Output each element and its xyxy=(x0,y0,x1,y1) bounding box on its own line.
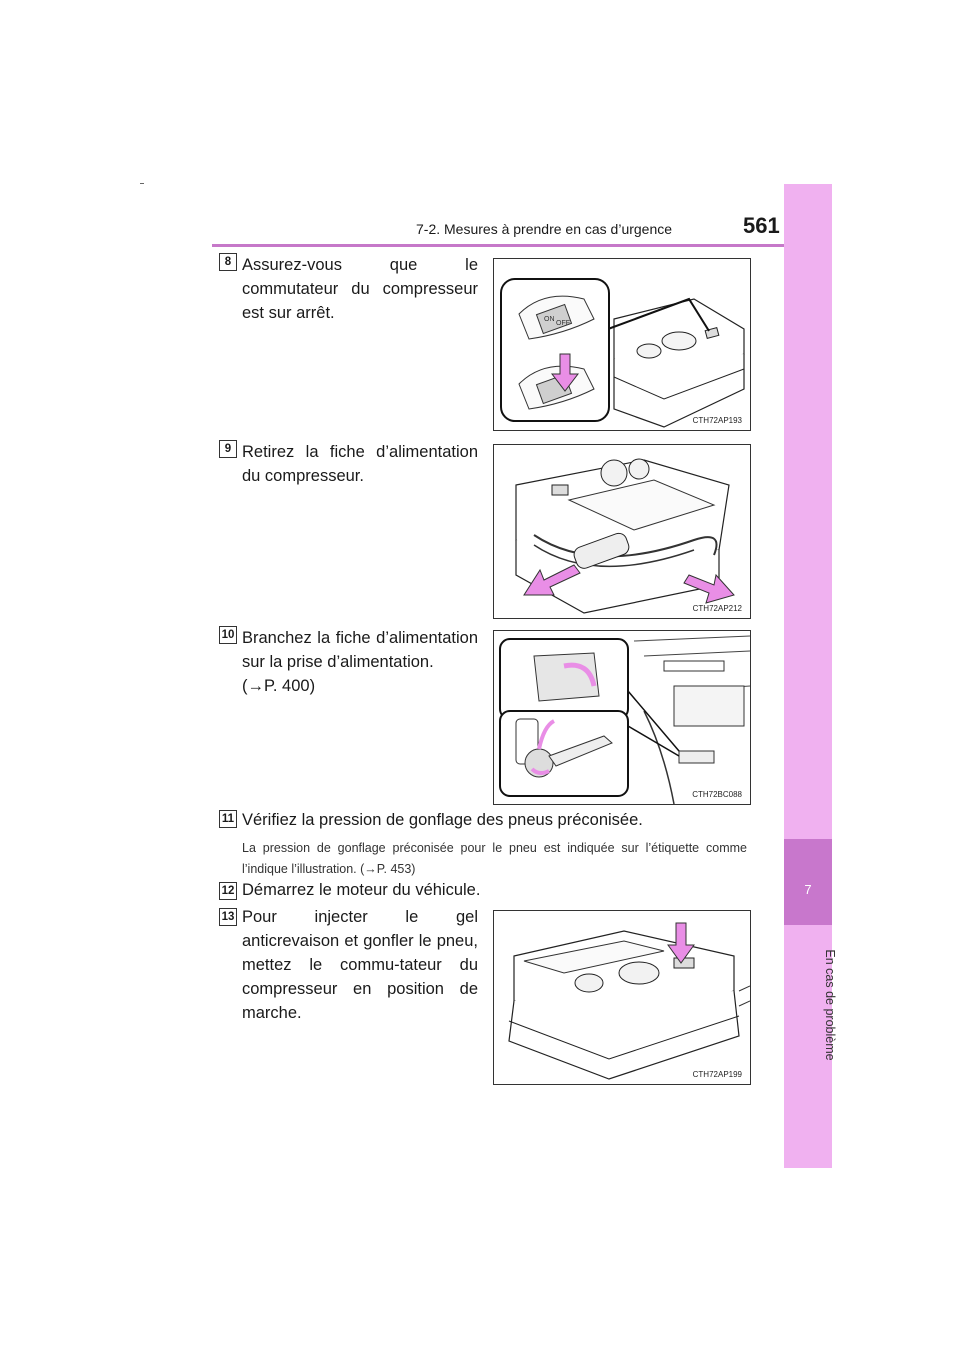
page-number: 561 xyxy=(743,213,780,238)
step-note: La pression de gonflage préconisée pour le pneu est indiquée sur l’étiquette comme l’indique l’illustration. (→P. 453) xyxy=(242,841,747,876)
figure-code: CTH72AP193 xyxy=(692,416,742,425)
figure-unplug-power-cord xyxy=(493,444,751,619)
step-number-badge: 13 xyxy=(219,908,237,926)
step-text: Assurez-vous que le commutateur du compresseur est sur arrêt. xyxy=(242,256,478,322)
chapter-label: En cas de problème xyxy=(823,949,837,1061)
switch-off-label: OFF xyxy=(556,320,570,327)
step-text: Vérifiez la pression de gonflage des pneus préconisée. xyxy=(242,811,643,829)
compressor-cord-illustration xyxy=(494,445,750,618)
figure-plug-power-socket xyxy=(493,630,751,805)
step-number-badge: 9 xyxy=(219,440,237,458)
page-corner-mark xyxy=(140,183,144,184)
figure-compressor-switch-off xyxy=(493,258,751,431)
compressor-switch-illustration xyxy=(494,259,750,430)
step-text: Démarrez le moteur du véhicule. xyxy=(242,881,481,899)
step-number-badge: 10 xyxy=(219,626,237,644)
figure-code: CTH72AP212 xyxy=(692,604,742,613)
step-text: Pour injecter le gel anticrevaison et gonfler le pneu, mettez le commu-tateur du compresseur en position de marche. xyxy=(242,908,478,1022)
step-number-badge: 8 xyxy=(219,253,237,271)
step-number-badge: 11 xyxy=(219,810,237,828)
compressor-on-illustration xyxy=(494,911,750,1084)
step-text: Retirez la fiche d’alimentation du compresseur. xyxy=(242,443,478,485)
step-number-badge: 12 xyxy=(219,882,237,900)
figure-code: CTH72AP199 xyxy=(692,1070,742,1079)
power-socket-illustration xyxy=(494,631,750,804)
switch-on-label: ON xyxy=(544,316,555,323)
header-rule xyxy=(212,244,784,247)
step-text: Branchez la fiche d’alimentation sur la prise d’alimentation. xyxy=(242,629,478,671)
section-title: 7-2. Mesures à prendre en cas d’urgence xyxy=(416,221,673,237)
chapter-number: 7 xyxy=(804,882,812,897)
figure-code: CTH72BC088 xyxy=(692,790,742,799)
page-reference[interactable]: (→P. 400) xyxy=(242,677,316,695)
figure-switch-on-compressor xyxy=(493,910,751,1085)
